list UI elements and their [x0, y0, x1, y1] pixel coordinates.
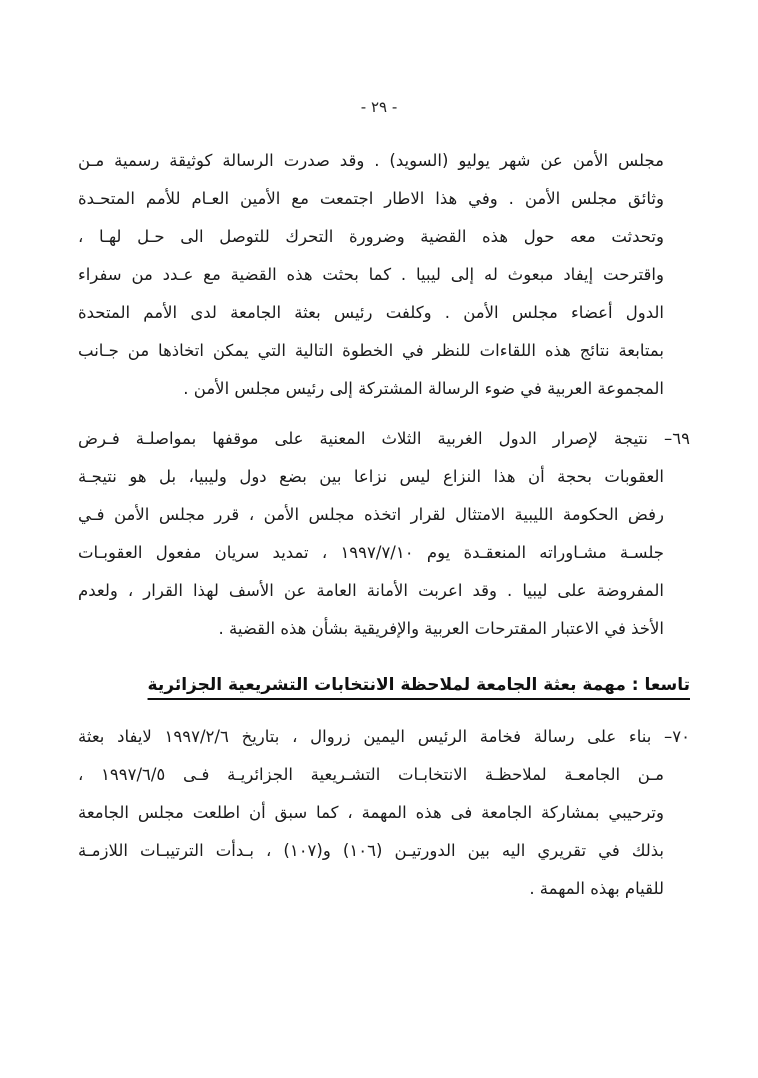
text-line: مجلس الأمن عن شهر يوليو (السويد) . وقد صدرت الرسالة كوثيقة رسمية مـن [78, 151, 664, 170]
paragraph-69 [78, 420, 690, 648]
text-line: المجموعة العربية في ضوء الرسالة المشتركة إلى رئيس مجلس الأمن . [183, 379, 664, 398]
text-line: مـن الجامعـة لملاحظـة الانتخابـات التشـريعية الجزائريـة فـى ١٩٩٧/٦/٥ ، [78, 765, 664, 784]
text-line: ٦٩– نتيجة لإصرار الدول الغربية الثلاث المعنية على موقفها بمواصلـة فـرض [78, 429, 690, 448]
text-line: وترحيبي بمشاركة الجامعة فى هذه المهمة ، كما سبق أن اطلعت مجلس الجامعة [78, 803, 664, 822]
paragraph-continuation [78, 142, 690, 408]
text-line: للقيام بهذه المهمة . [529, 879, 664, 898]
text-line: جلسـة مشـاوراته المنعقـدة يوم ١٩٩٧/٧/١٠ ، تمديد سريان مفعول العقوبـات [78, 543, 664, 562]
text-line: رفض الحكومة الليبية الامتثال لقرار اتخذه مجلس الأمن ، قرر مجلس الأمن فـي [78, 505, 664, 524]
section-heading [78, 664, 690, 706]
paragraph-70 [78, 718, 690, 908]
text-line: بذلك في تقريري اليه بين الدورتيـن (١٠٦) و(١٠٧) ، بـدأت الترتيبـات اللازمـة [78, 841, 665, 860]
text-line: الأخذ في الاعتبار المقترحات العربية والإفريقية بشأن هذه القضية . [218, 619, 664, 638]
text-line: العقوبات بحجة أن هذا النزاع ليس نزاعا بين بضع دول وليبيا، بل هو نتيجـة [78, 467, 664, 486]
text-line: ٧٠– بناء على رسالة فخامة الرئيس اليمين زروال ، بتاريخ ١٩٩٧/٢/٦ لايفاد بعثة [78, 727, 690, 746]
page-number: - ٢٩ - [360, 98, 398, 116]
document-content [78, 142, 690, 908]
text-line: واقترحت إيفاد مبعوث له إلى ليبيا . كما بحثت هذه القضية مع عـدد من سفراء [78, 265, 664, 284]
text-line: المفروضة على ليبيا . وقد اعربت الأمانة العامة عن الأسف لهذا القرار ، ولعدم [78, 581, 664, 600]
section-heading-text: تاسعا : مهمة بعثة الجامعة لملاحظة الانتخابات التشريعية الجزائرية [147, 675, 690, 695]
text-line: بمتابعة نتائج هذه اللقاءات للنظر في الخطوة التالية التي يمكن اتخاذها من جـانب [78, 341, 664, 360]
text-line: وتحدثت معه حول هذه القضية وضرورة التحرك للتوصل الى حـل لهـا ، [78, 227, 664, 246]
text-line: وثائق مجلس الأمن . وفي هذا الاطار اجتمعت مع الأمين العـام للأمم المتحـدة [78, 189, 664, 208]
text-line: الدول أعضاء مجلس الأمن . وكلفت رئيس بعثة الجامعة لدى الأمم المتحدة [78, 303, 664, 322]
